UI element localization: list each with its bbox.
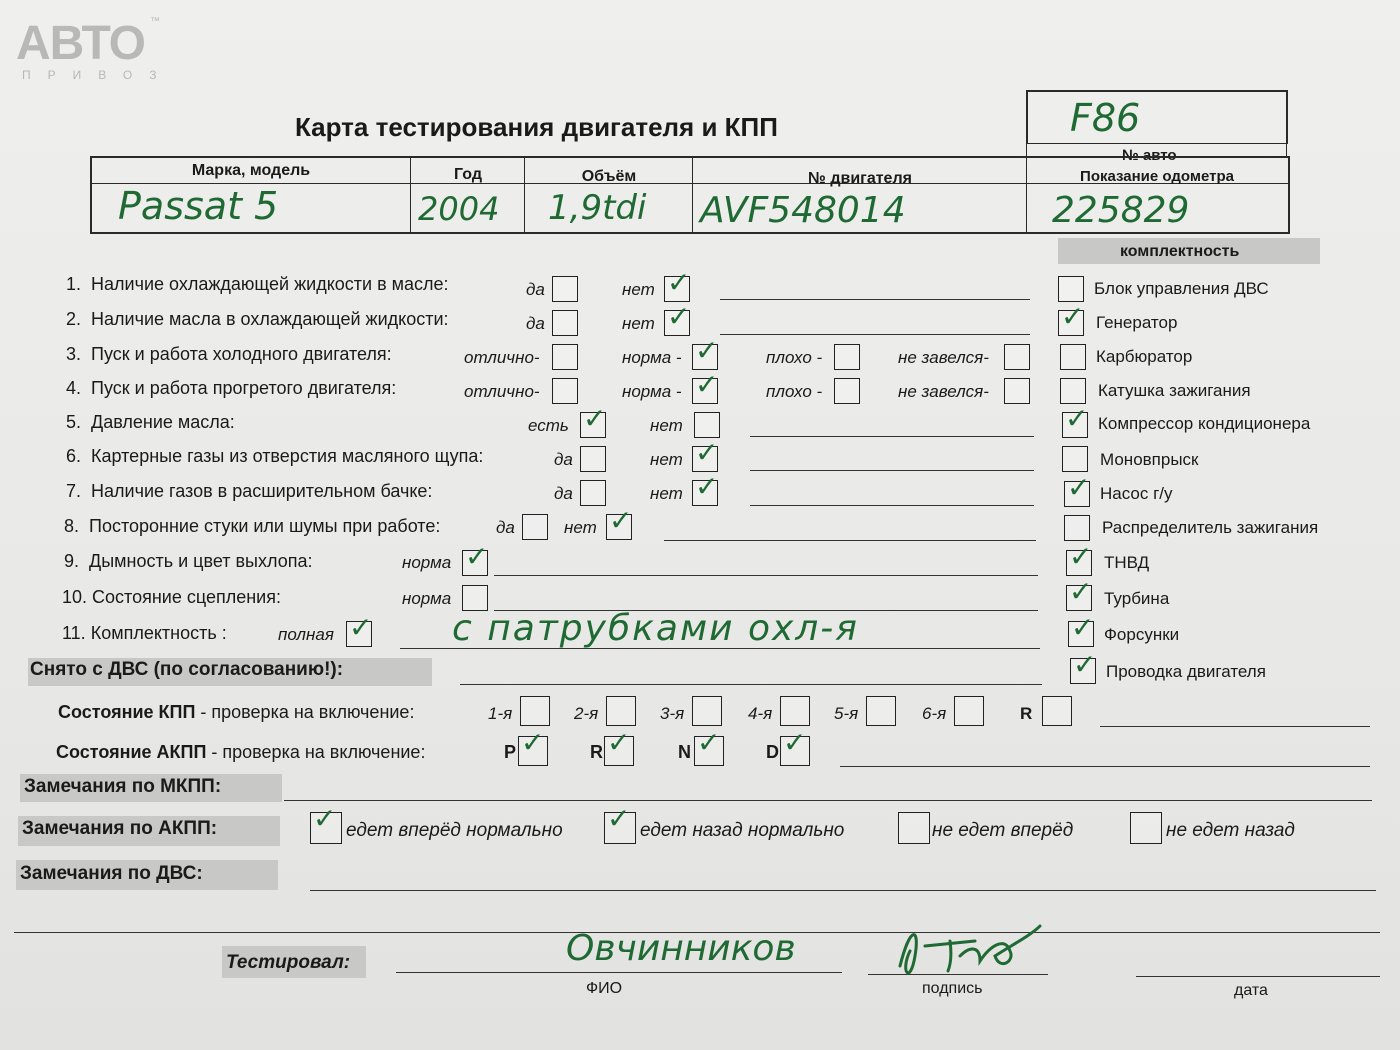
completeness-wiring-label: Проводка двигателя (1106, 662, 1266, 681)
kpp-gear-4-label: 4-я (748, 704, 773, 723)
q1-option-no-label: нет (622, 280, 655, 299)
kpp-gear-1-checkbox[interactable] (520, 696, 550, 726)
question-9: 9. Дымность и цвет выхлопа: (64, 551, 313, 571)
kpp-gear-5-checkbox[interactable] (866, 696, 896, 726)
odometer-value: 225829 (1052, 190, 1190, 231)
question-1: 1. Наличие охлаждающей жидкости в масле: (66, 274, 449, 294)
akpp-reverse-ok-checkbox[interactable] (604, 802, 636, 844)
check-mark-icon: ✓ (1073, 648, 1097, 681)
completeness-title: комплектность (1120, 243, 1240, 260)
akpp-mode-p-label: P (504, 742, 517, 762)
akpp-forward-ok-label: едет вперёд нормально (346, 820, 563, 841)
q7-note-line (750, 505, 1034, 506)
tested-label: Тестировал: (226, 952, 351, 973)
header-col-volume: Объём (581, 168, 637, 185)
completeness-generator-checkbox[interactable] (1058, 300, 1085, 336)
removed-label: Снято с ДВС (по согласованию!): (30, 659, 344, 680)
completeness-injectors-label: Форсунки (1104, 625, 1180, 644)
q5-option-no-label: нет (650, 416, 683, 435)
q8-yes-checkbox[interactable] (522, 514, 548, 540)
akpp-mode-n-label: N (678, 742, 691, 762)
completeness-ecu-label: Блок управления ДВС (1094, 279, 1269, 298)
q6-yes-checkbox[interactable] (580, 446, 606, 472)
q11-full-checkbox[interactable] (346, 611, 373, 647)
remarks-akpp-label: Замечания по АКПП: (22, 818, 218, 839)
akpp-no-reverse-label: не едет назад (1166, 820, 1295, 841)
question-10: 10. Состояние сцепления: (62, 587, 281, 607)
check-mark-icon: ✓ (349, 611, 373, 644)
year-value: 2004 (418, 190, 500, 228)
completeness-ac-compressor-checkbox[interactable] (1062, 402, 1089, 438)
q11-note-line (400, 648, 1040, 649)
fio-line (396, 972, 842, 973)
engine-number-value: AVF548014 (700, 190, 906, 231)
akpp-no-forward-label: не едет вперёд (932, 820, 1074, 841)
completeness-distributor-checkbox[interactable] (1064, 515, 1090, 541)
q2-no-checkbox[interactable] (664, 300, 691, 336)
signature-scribble (880, 916, 1050, 978)
q1-yes-checkbox[interactable] (552, 276, 578, 302)
car-number-value: F86 (1070, 96, 1141, 140)
remarks-mkpp-line (284, 800, 1372, 801)
date-line (1136, 976, 1380, 977)
check-mark-icon: ✓ (695, 436, 719, 469)
completeness-generator-label: Генератор (1096, 313, 1178, 332)
check-mark-icon: ✓ (695, 368, 719, 401)
q1-option-yes-label: да (526, 280, 545, 299)
q4-option-bad-label: плохо - (766, 382, 823, 401)
q7-option-yes-label: да (554, 484, 573, 503)
remarks-mkpp-label: Замечания по МКПП: (24, 776, 222, 797)
check-mark-icon: ✓ (583, 402, 607, 435)
q8-note-line (664, 540, 1036, 541)
logo-subtitle: ПРИВОЗ (22, 68, 174, 82)
check-mark-icon: ✓ (695, 334, 719, 367)
question-7: 7. Наличие газов в расширительном бачке: (66, 481, 433, 501)
kpp-note-line (1100, 726, 1370, 727)
q11-note-handwritten: с патрубками охл-я (452, 608, 859, 649)
kpp-gear-6-label: 6-я (922, 704, 947, 723)
q3-excellent-checkbox[interactable] (552, 344, 578, 370)
completeness-turbine-checkbox[interactable] (1066, 575, 1093, 611)
question-5: 5. Давление масла: (66, 412, 235, 432)
q7-no-checkbox[interactable] (692, 470, 719, 506)
completeness-tnvd-checkbox[interactable] (1066, 540, 1093, 576)
q5-option-yes-label: есть (528, 416, 569, 435)
date-label: дата (1234, 982, 1268, 999)
check-mark-icon: ✓ (1065, 402, 1089, 435)
check-mark-icon: ✓ (1061, 300, 1085, 333)
kpp-gear-r-checkbox[interactable] (1042, 696, 1072, 726)
completeness-tnvd-label: ТНВД (1104, 553, 1150, 572)
page-title: Карта тестирования двигателя и КПП (295, 112, 778, 142)
logo-watermark: АВТО (16, 17, 145, 70)
q7-yes-checkbox[interactable] (580, 480, 606, 506)
check-mark-icon: ✓ (1067, 471, 1091, 504)
remarks-dvs-label: Замечания по ДВС: (20, 863, 203, 884)
completeness-ignition-coil-label: Катушка зажигания (1098, 381, 1251, 400)
question-6: 6. Картерные газы из отверстия масляного щупа: (66, 446, 484, 466)
completeness-monoinjection-checkbox[interactable] (1062, 446, 1088, 472)
q1-note-line (720, 299, 1030, 300)
check-mark-icon: ✓ (521, 726, 545, 759)
kpp-gear-2-checkbox[interactable] (606, 696, 636, 726)
akpp-mode-d-checkbox[interactable] (780, 726, 810, 766)
car-number-box (1026, 90, 1288, 144)
akpp-note-line (840, 766, 1370, 767)
akpp-mode-r-checkbox[interactable] (604, 726, 634, 766)
q5-yes-checkbox[interactable] (580, 402, 607, 438)
q3-no-start-checkbox[interactable] (1004, 344, 1030, 370)
q9-note-line (494, 575, 1038, 576)
completeness-ps-pump-label: Насос г/у (1100, 484, 1173, 503)
kpp-gear-5-label: 5-я (834, 704, 859, 723)
q4-no-start-checkbox[interactable] (1004, 378, 1030, 404)
q5-note-line (750, 436, 1034, 437)
q10-option-normal-label: норма (402, 589, 452, 608)
check-mark-icon: ✓ (667, 300, 691, 333)
q4-option-no-start-label: не завелся- (898, 382, 989, 401)
check-mark-icon: ✓ (607, 726, 631, 759)
check-mark-icon: ✓ (695, 470, 719, 503)
q3-option-excellent-label: отлично- (464, 348, 540, 367)
akpp-no-forward-checkbox[interactable] (898, 812, 930, 844)
completeness-distributor-label: Распределитель зажигания (1102, 518, 1319, 537)
q7-option-no-label: нет (650, 484, 683, 503)
question-8: 8. Посторонние стуки или шумы при работе: (64, 516, 441, 536)
volume-value: 1,9tdi (548, 188, 647, 228)
removed-note-line (460, 684, 1042, 685)
check-mark-icon: ✓ (465, 540, 489, 573)
q2-note-line (720, 334, 1030, 335)
q3-option-no-start-label: не завелся- (898, 348, 989, 367)
completeness-ignition-coil-checkbox[interactable] (1060, 378, 1086, 404)
check-mark-icon: ✓ (609, 504, 633, 537)
q2-option-yes-label: да (526, 314, 545, 333)
check-mark-icon: ✓ (1069, 540, 1093, 573)
q8-option-yes-label: да (496, 518, 515, 537)
question-2: 2. Наличие масла в охлаждающей жидкости: (66, 309, 449, 329)
q3-normal-checkbox[interactable] (692, 334, 719, 370)
akpp-forward-ok-checkbox[interactable] (310, 802, 342, 844)
completeness-turbine-label: Турбина (1104, 589, 1170, 608)
akpp-mode-p-checkbox[interactable] (518, 726, 548, 766)
kpp-gear-1-label: 1-я (488, 704, 513, 723)
q8-no-checkbox[interactable] (606, 504, 633, 540)
header-col-engine-number: № двигателя (808, 170, 912, 187)
q2-option-no-label: нет (622, 314, 655, 333)
kpp-gear-4-checkbox[interactable] (780, 696, 810, 726)
akpp-reverse-ok-label: едет назад нормально (640, 820, 845, 841)
q3-option-normal-label: норма - (622, 348, 682, 367)
remarks-dvs-line (310, 890, 1376, 891)
check-mark-icon: ✓ (697, 726, 721, 759)
completeness-ps-pump-checkbox[interactable] (1064, 471, 1091, 507)
fio-label: ФИО (586, 980, 623, 997)
kpp-gear-6-checkbox[interactable] (954, 696, 984, 726)
akpp-mode-n-checkbox[interactable] (694, 726, 724, 766)
q4-bad-checkbox[interactable] (834, 378, 860, 404)
kpp-gear-3-label: 3-я (660, 704, 685, 723)
q6-note-line (750, 470, 1034, 471)
kpp-gear-2-label: 2-я (574, 704, 599, 723)
q8-option-no-label: нет (564, 518, 597, 537)
akpp-mode-r-label: R (590, 742, 603, 762)
header-col-model: Марка, модель (191, 162, 311, 179)
header-col-odometer: Показание одометра (1080, 168, 1234, 185)
check-mark-icon: ✓ (1069, 575, 1093, 608)
q3-bad-checkbox[interactable] (834, 344, 860, 370)
q9-option-normal-label: норма (402, 553, 452, 572)
q1-no-checkbox[interactable] (664, 266, 691, 302)
akpp-mode-d-label: D (766, 742, 779, 762)
q9-normal-checkbox[interactable] (462, 540, 489, 576)
q6-option-yes-label: да (554, 450, 573, 469)
kpp-gear-3-checkbox[interactable] (692, 696, 722, 726)
completeness-wiring-checkbox[interactable] (1070, 648, 1097, 684)
q4-normal-checkbox[interactable] (692, 368, 719, 404)
header-col-year: Год (454, 166, 482, 183)
kpp-gear-r-label: R (1020, 704, 1033, 723)
kpp-label: Состояние КПП - проверка на включение: (58, 702, 415, 722)
completeness-monoinjection-label: Моновпрыск (1100, 450, 1199, 469)
q2-yes-checkbox[interactable] (552, 310, 578, 336)
model-value: Passat 5 (118, 184, 279, 228)
q11-option-full-label: полная (278, 625, 334, 644)
q6-no-checkbox[interactable] (692, 436, 719, 472)
logo-tm: ™ (150, 16, 160, 27)
check-mark-icon: ✓ (1071, 611, 1095, 644)
q4-excellent-checkbox[interactable] (552, 378, 578, 404)
completeness-injectors-checkbox[interactable] (1068, 611, 1095, 647)
completeness-carburetor-label: Карбюратор (1096, 347, 1193, 366)
q4-option-normal-label: норма - (622, 382, 682, 401)
q4-option-excellent-label: отлично- (464, 382, 540, 401)
completeness-ac-compressor-label: Компрессор кондиционера (1098, 414, 1311, 433)
akpp-no-reverse-checkbox[interactable] (1130, 812, 1162, 844)
fio-handwritten: Овчинников (566, 928, 796, 969)
question-11: 11. Комплектность : (62, 623, 227, 643)
completeness-ecu-checkbox[interactable] (1058, 276, 1084, 302)
signature-label: подпись (922, 980, 983, 997)
check-mark-icon: ✓ (783, 726, 807, 759)
q3-option-bad-label: плохо - (766, 348, 823, 367)
q6-option-no-label: нет (650, 450, 683, 469)
car-number-label: № авто (1122, 147, 1177, 164)
check-mark-icon: ✓ (667, 266, 691, 299)
check-mark-icon: ✓ (607, 802, 631, 835)
question-4: 4. Пуск и работа прогретого двигателя: (66, 378, 397, 398)
q5-no-checkbox[interactable] (694, 412, 720, 438)
akpp-label: Состояние АКПП - проверка на включение: (56, 742, 426, 762)
completeness-carburetor-checkbox[interactable] (1060, 344, 1086, 370)
check-mark-icon: ✓ (313, 802, 337, 835)
question-3: 3. Пуск и работа холодного двигателя: (66, 344, 392, 364)
